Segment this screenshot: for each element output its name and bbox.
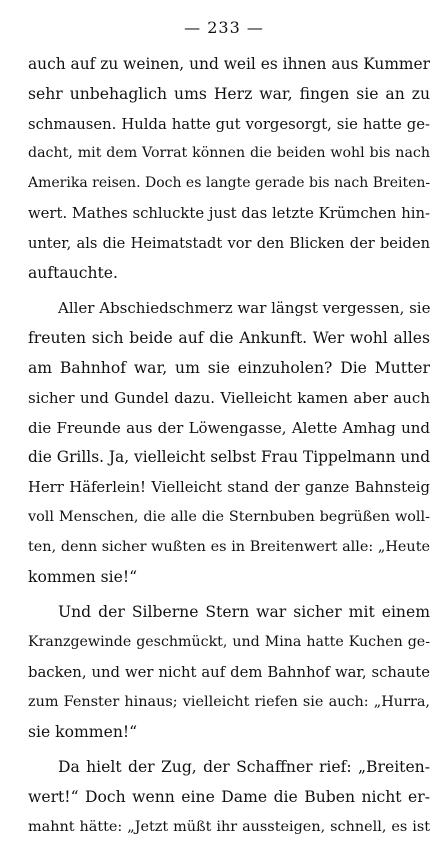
- text-line: freuten sich beide auf die Ankunft. Wer wohl alles: [28, 329, 430, 348]
- text-line: sehr unbehaglich ums Herz war, fingen sie an zu: [28, 84, 430, 103]
- text-line: auch auf zu weinen, und weil es ihnen aus Kummer: [28, 55, 430, 73]
- text-line: am Bahnhof war, um sie einzuholen? Die Mutter: [28, 358, 430, 377]
- text-line: auftauchte.: [28, 263, 118, 282]
- text-line: ten, denn sicher wußten es in Breitenwert alle: „Heute: [28, 538, 430, 555]
- page-number: — 233 —: [184, 18, 264, 37]
- text-line: Da hielt der Zug, der Schaffner rief: „Breiten-: [58, 758, 430, 777]
- text-line: mahnt hätte: „Jetzt müßt ihr aussteigen, schnell, es ist: [28, 818, 430, 835]
- text-line: sie kommen!“: [28, 722, 138, 741]
- text-line: voll Menschen, die alle die Sternbuben begrüßen woll-: [28, 508, 430, 525]
- text-line: backen, und wer nicht auf dem Bahnhof war, schaute: [28, 663, 430, 681]
- paragraph: [28, 753, 430, 842]
- text-line: Und der Silberne Stern war sicher mit einem: [58, 603, 430, 622]
- text-line: kommen sie!“: [28, 567, 138, 586]
- paragraph: [28, 598, 430, 747]
- body-text: [28, 50, 430, 843]
- text-line: wert. Mathes schluckte just das letzte Krümchen hin-: [28, 204, 430, 222]
- text-line: wert!“ Doch wenn eine Dame die Buben nicht er-: [28, 788, 430, 807]
- paragraph: [28, 294, 430, 592]
- text-line: Amerika reisen. Doch es langte gerade bis nach Breiten-: [28, 175, 430, 192]
- text-line: die Grills. Ja, vielleicht selbst Frau Tippelmann und: [28, 448, 430, 467]
- paragraph: [28, 50, 430, 288]
- text-line: sicher und Gundel dazu. Vielleicht kamen aber auch: [28, 388, 430, 407]
- text-line: zum Fenster hinaus; vielleicht riefen sie auch: „Hurra,: [28, 693, 430, 710]
- text-line: dacht, mit dem Vorrat können die beiden wohl bis nach: [28, 145, 430, 162]
- text-line: unter, als die Heimatstadt vor den Blicken der beiden: [28, 234, 430, 252]
- text-line: Herr Häferlein! Vielleicht stand der ganze Bahnsteig: [28, 479, 430, 497]
- text-line: Kranzgewinde geschmückt, und Mina hatte Kuchen ge-: [28, 634, 430, 651]
- text-line: die Freunde aus der Löwengasse, Alette Amhag und: [28, 418, 430, 437]
- text-line: Aller Abschiedschmerz war längst vergessen, sie: [58, 299, 430, 318]
- text-line: schmausen. Hulda hatte gut vorgesorgt, sie hatte ge-: [28, 115, 430, 133]
